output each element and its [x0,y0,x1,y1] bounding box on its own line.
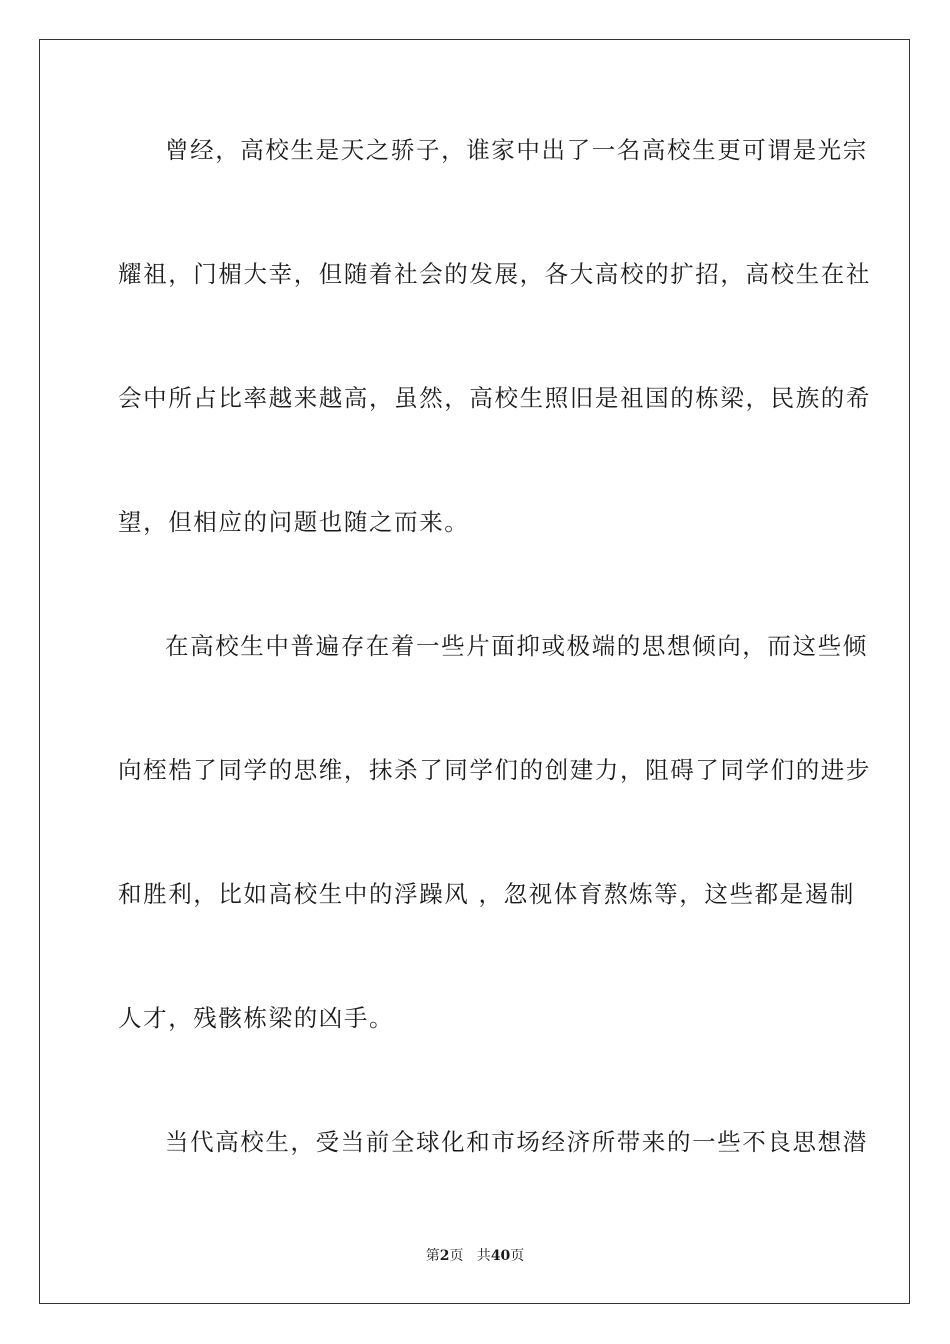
footer-suffix: 页 [510,1248,525,1264]
paragraph-1-line-4: 望，但相应的问题也随之而来。 [118,508,470,536]
paragraph-2-line-3: 和胜利，比如高校生中的浮躁风 ，忽视体育熬炼等，这些都是遏制 [118,880,855,908]
footer-middle: 页 共 [449,1248,491,1264]
footer-prefix: 第 [425,1248,440,1264]
paragraph-3-line-1: 当代高校生，受当前全球化和市场经济所带来的一些不良思想潜 [165,1128,868,1156]
paragraph-2-line-1: 在高校生中普遍存在着一些片面抑或极端的思想倾向，而这些倾 [165,632,868,660]
paragraph-1-line-1: 曾经，高校生是天之骄子，谁家中出了一名高校生更可谓是光宗 [165,136,868,164]
page-footer [0,1246,950,1266]
footer-total-pages: 40 [490,1248,511,1264]
paragraph-1-line-2: 耀祖，门楣大幸，但随着社会的发展，各大高校的扩招，高校生在社 [118,260,871,288]
paragraph-2-line-2: 向桎梏了同学的思维，抹杀了同学们的创建力，阻碍了同学们的进步 [118,756,871,784]
footer-page-number: 2 [439,1248,450,1264]
paragraph-2-line-4: 人才，残骸栋梁的凶手。 [118,1004,395,1032]
paragraph-1-line-3: 会中所占比率越来越高，虽然，高校生照旧是祖国的栋梁，民族的希 [118,384,871,412]
